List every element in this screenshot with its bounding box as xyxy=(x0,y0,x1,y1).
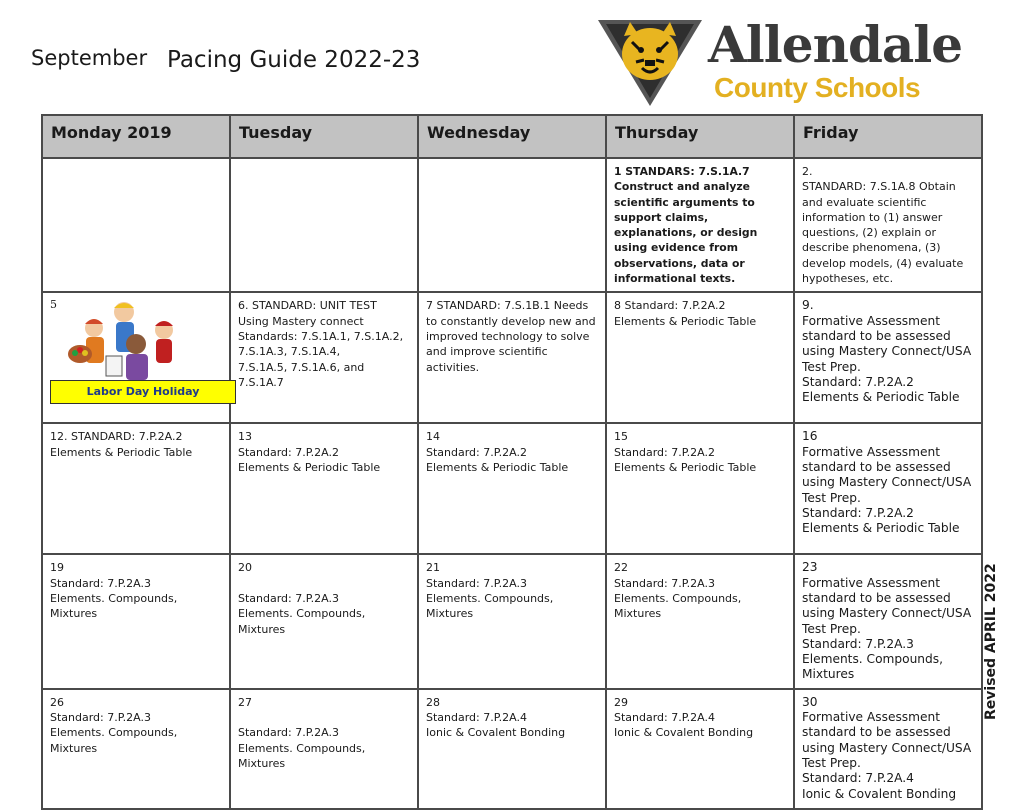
day-cell xyxy=(418,423,606,554)
day-5-number: 5 xyxy=(50,298,57,312)
day-22-text: 22 Standard: 7.P.2A.3 Elements. Compounds, Mixtures xyxy=(614,561,742,621)
school-logo xyxy=(596,14,963,110)
day-cell xyxy=(606,423,794,554)
day-cell xyxy=(42,292,230,423)
day-cell xyxy=(230,689,418,809)
pacing-calendar xyxy=(41,114,983,810)
day-cell xyxy=(606,689,794,809)
day-13-text: 13 Standard: 7.P.2A.2 Elements & Periodic Table xyxy=(238,430,381,474)
day-cell xyxy=(794,158,982,292)
day-cell xyxy=(42,689,230,809)
day-28-text: 28 Standard: 7.P.2A.4 Ionic & Covalent Bonding xyxy=(426,695,566,740)
labor-day-holiday-badge: Labor Day Holiday xyxy=(50,380,236,404)
day-29-text: 29 Standard: 7.P.2A.4 Ionic & Covalent Bonding xyxy=(614,695,754,740)
day-cell xyxy=(606,158,794,292)
day-30-text: 30 Formative Assessment standard to be assessed using Mastery Connect/USA Test Prep. Standard: 7.P.2A.4 Ionic & Covalent Bonding xyxy=(802,694,972,801)
day-27-text: 27 Standard: 7.P.2A.3 Elements. Compounds, Mixtures xyxy=(238,695,366,770)
day-6-text: 6. STANDARD: UNIT TEST Using Mastery connect Standards: 7.S.1A.1, 7.S.1A.2, 7.S.1A.3, 7.S.1A.4, 7.S.1A.5, 7.S.1A.6, and 7.S.1A.7 xyxy=(238,299,404,389)
page-title: Pacing Guide 2022-23 xyxy=(167,47,421,73)
month-label: September xyxy=(31,46,148,70)
column-header-monday: Monday 2019 xyxy=(42,115,230,158)
day-1-text: 1 STANDARS: 7.S.1A.7 Construct and analyze scientific arguments to support claims, explanations, or design using evidence from observations, data or informational texts. xyxy=(614,165,758,286)
column-header-thursday: Thursday xyxy=(606,115,794,158)
day-2-text: 2. STANDARD: 7.S.1A.8 Obtain and evaluate scientific information to (1) answer questions, (2) explain or describe phenomena, (3) develop models, (4) evaluate hypotheses, etc. xyxy=(802,165,964,286)
day-cell xyxy=(418,554,606,688)
day-cell xyxy=(794,292,982,423)
day-7-text: 7 STANDARD: 7.S.1B.1 Needs to constantly develop new and improved technology to solve and improve scientific activities. xyxy=(426,299,596,374)
day-cell xyxy=(606,554,794,688)
day-16-text: 16 Formative Assessment standard to be assessed using Mastery Connect/USA Test Prep. Standard: 7.P.2A.2 Elements & Periodic Table xyxy=(802,429,972,536)
labor-workers-clipart-icon xyxy=(66,298,176,384)
day-cell xyxy=(42,158,230,292)
day-12-text: 12. STANDARD: 7.P.2A.2 Elements & Periodic Table xyxy=(50,430,193,459)
day-cell xyxy=(230,554,418,688)
day-26-text: 26 Standard: 7.P.2A.3 Elements. Compounds, Mixtures xyxy=(50,695,178,755)
day-cell xyxy=(230,292,418,423)
day-cell xyxy=(418,158,606,292)
revised-note: Revised APRIL 2022 xyxy=(983,563,999,720)
day-9-text: 9. Formative Assessment standard to be assessed using Mastery Connect/USA Test Prep. Standard: 7.P.2A.2 Elements & Periodic Table xyxy=(802,298,972,405)
day-cell xyxy=(418,689,606,809)
day-cell xyxy=(418,292,606,423)
tiger-mascot-icon xyxy=(596,16,704,108)
column-header-wednesday: Wednesday xyxy=(418,115,606,158)
day-15-text: 15 Standard: 7.P.2A.2 Elements & Periodic Table xyxy=(614,430,757,474)
day-23-text: 23 Formative Assessment standard to be assessed using Mastery Connect/USA Test Prep. Standard: 7.P.2A.3 Elements. Compounds, Mixtures xyxy=(802,560,972,682)
day-cell xyxy=(42,423,230,554)
day-21-text: 21 Standard: 7.P.2A.3 Elements. Compounds, Mixtures xyxy=(426,561,554,621)
day-19-text: 19 Standard: 7.P.2A.3 Elements. Compounds, Mixtures xyxy=(50,561,178,621)
day-cell xyxy=(794,689,982,809)
day-cell xyxy=(230,158,418,292)
day-8-text: 8 Standard: 7.P.2A.2 Elements & Periodic Table xyxy=(614,299,757,328)
column-header-tuesday: Tuesday xyxy=(230,115,418,158)
day-20-text: 20 Standard: 7.P.2A.3 Elements. Compounds, Mixtures xyxy=(238,561,366,636)
day-cell xyxy=(606,292,794,423)
day-cell xyxy=(794,423,982,554)
day-cell xyxy=(794,554,982,688)
logo-subtitle: County Schools xyxy=(714,72,921,103)
day-14-text: 14 Standard: 7.P.2A.2 Elements & Periodic Table xyxy=(426,430,569,474)
logo-title: Allendale xyxy=(708,15,963,74)
day-cell xyxy=(42,554,230,688)
day-cell xyxy=(230,423,418,554)
column-header-friday: Friday xyxy=(794,115,982,158)
